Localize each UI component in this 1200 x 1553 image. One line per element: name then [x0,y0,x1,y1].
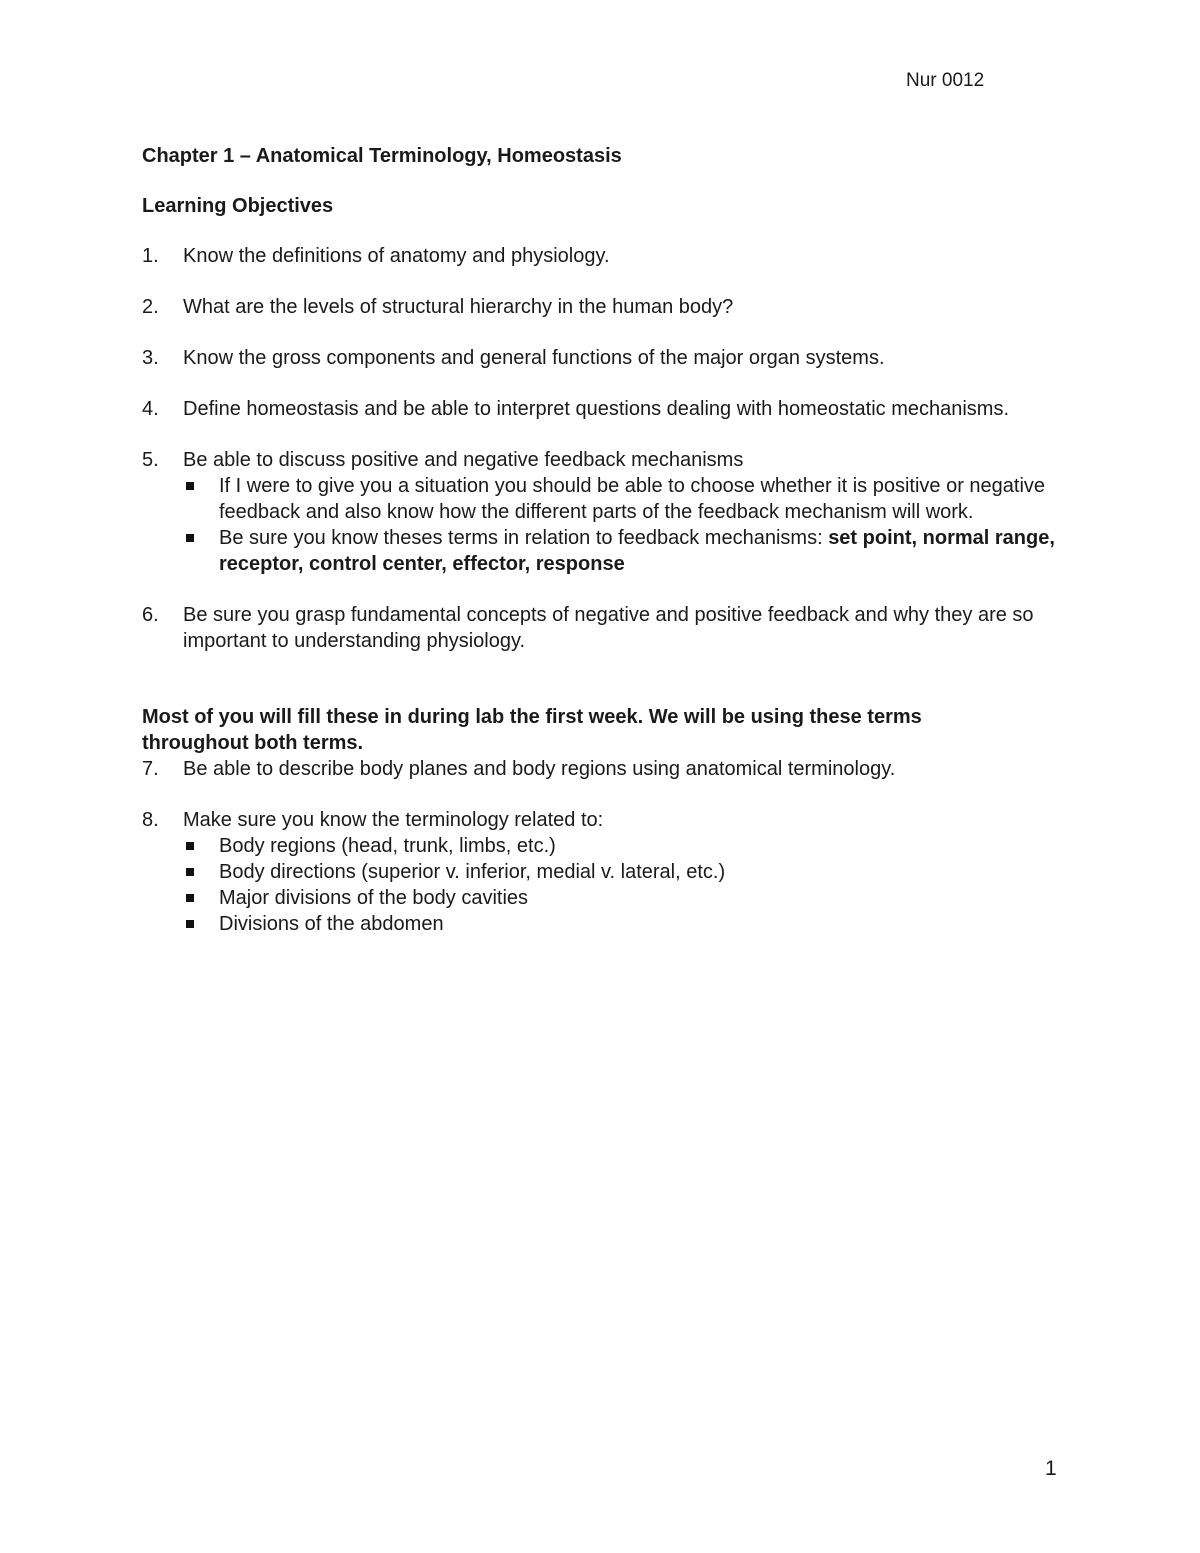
sub-list [183,473,1072,577]
objective-number: 7. [142,758,159,780]
square-bullet-icon [186,920,194,928]
learning-objectives-heading: Learning Objectives [142,195,334,217]
document-body [142,143,1072,962]
square-bullet-icon [186,482,194,490]
objective-text: Know the definitions of anatomy and physiology. [183,245,610,267]
sub-list-item [183,859,1072,885]
sub-item-text: Body regions (head, trunk, limbs, etc.) [219,835,556,857]
objective-text: Make sure you know the terminology related to: [183,809,604,831]
page-number: 1 [1045,1457,1057,1480]
feedback-terms: set point, normal range, receptor, control center, effector, response [219,527,1055,575]
objective-number: 2. [142,296,159,318]
sub-item-text: Divisions of the abdomen [219,913,444,935]
objective-number: 4. [142,398,159,420]
objective-text: Know the gross components and general functions of the major organ systems. [183,347,885,369]
square-bullet-icon [186,842,194,850]
sub-item-text: Be sure you know theses terms in relation to feedback mechanisms: [219,527,829,549]
sub-list-item [183,525,1072,577]
objective-item [142,447,1072,577]
lab-note: Most of you will fill these in during lab the first week. We will be using these terms throughout both terms. [142,706,922,754]
sub-item-text: Body directions (superior v. inferior, medial v. lateral, etc.) [219,861,726,883]
objective-number: 3. [142,347,159,369]
objective-text: Be able to describe body planes and body regions using anatomical terminology. [183,758,896,780]
objective-text: What are the levels of structural hierarchy in the human body? [183,296,734,318]
square-bullet-icon [186,534,194,542]
objective-item [142,807,1072,937]
objective-item [142,396,1072,422]
square-bullet-icon [186,894,194,902]
objective-text: Define homeostasis and be able to interpret questions dealing with homeostatic mechanisms. [183,398,1010,420]
objective-item [142,756,1072,782]
sub-list-item [183,885,1072,911]
sub-item-text: Major divisions of the body cavities [219,887,529,909]
objective-text: Be sure you grasp fundamental concepts of negative and positive feedback and why they are so important to understanding physiology. [183,604,1034,652]
sub-item-text: If I were to give you a situation you should be able to choose whether it is positive or negative feedback and also know how the different parts of the feedback mechanism will work. [219,475,1046,523]
course-code: Nur 0012 [906,70,985,91]
objective-number: 8. [142,809,159,831]
chapter-title: Chapter 1 – Anatomical Terminology, Homeostasis [142,145,622,167]
objective-item [142,345,1072,371]
square-bullet-icon [186,868,194,876]
objective-number: 5. [142,449,159,471]
sub-list-item [183,833,1072,859]
objective-number: 1. [142,245,159,267]
sub-list-item [183,911,1072,937]
objective-number: 6. [142,604,159,626]
objective-item [142,243,1072,269]
sub-list [183,833,1072,937]
objective-item [142,294,1072,320]
sub-list-item [183,473,1072,525]
objective-item [142,602,1072,654]
objective-text: Be able to discuss positive and negative feedback mechanisms [183,449,744,471]
